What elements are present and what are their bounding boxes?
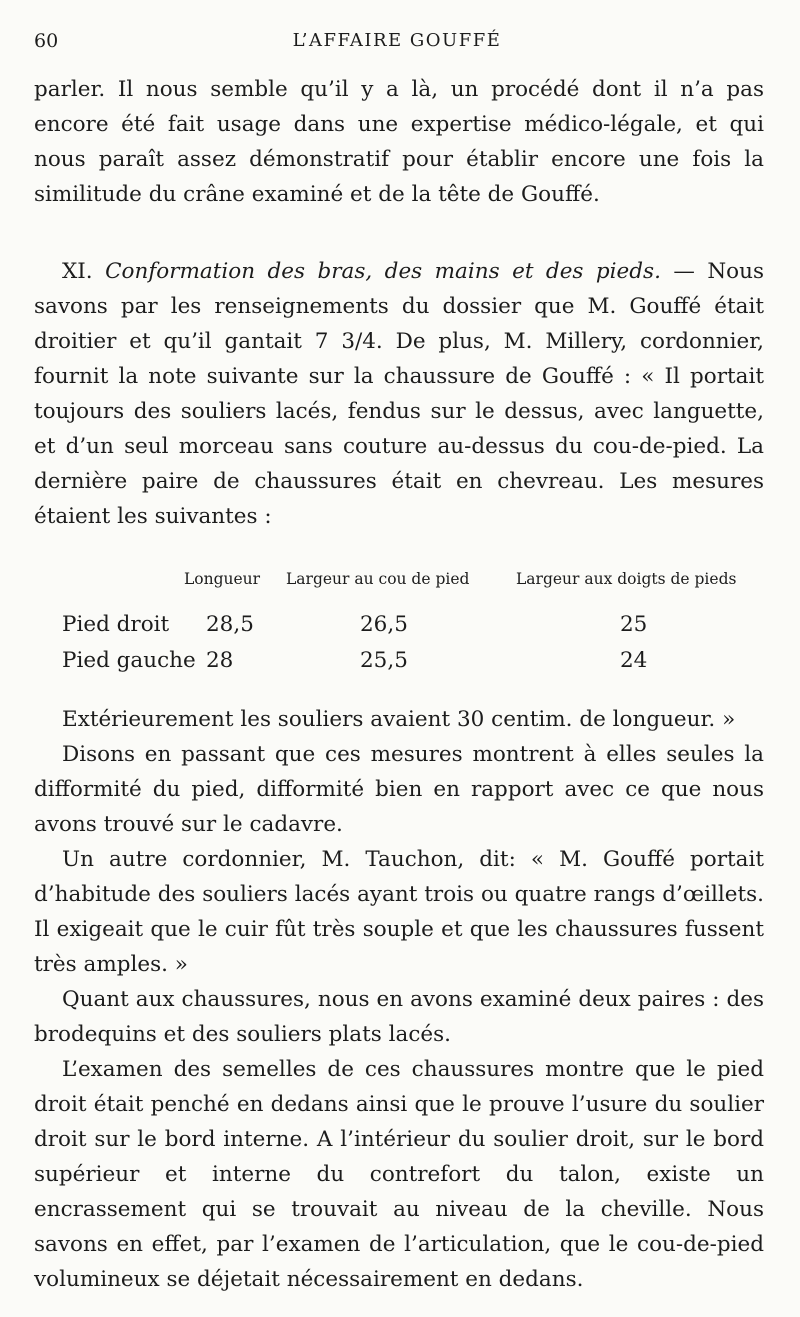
table-header-longueur: Longueur: [184, 570, 261, 588]
paragraph-chaussures: Quant aux chaussures, nous en avons examiné deux paires : des brodequins et des souliers plats lacés.: [34, 987, 764, 1047]
paragraph-examen: L’examen des semelles de ces chaussures montre que le pied droit était penché en dedans ainsi que le prouve l’usure du soulier droit sur le bord interne. A l’intérieur du soulier droit, sur le bord supérieur et interne du contrefort du talon, existe un encrassement qui se trouvait au niveau de la cheville. Nous savons en effet, par l’examen de l’articulation, que le cou-de-pied volumineux se déjetait nécessairement en dedans.: [34, 1057, 764, 1292]
section-number: XI.: [62, 259, 93, 284]
running-title: L’AFFAIRE GOUFFÉ: [292, 30, 502, 51]
table-cell: 28: [206, 648, 234, 673]
table-header-largeur-doigts: Largeur aux doigts de pieds: [516, 570, 737, 588]
section-heading: Conformation des bras, des mains et des pieds.: [105, 259, 661, 284]
table-row-label: Pied gauche: [62, 648, 196, 673]
paragraph-continuation: parler. Il nous semble qu’il y a là, un procédé dont il n’a pas encore été fait usage dans une expertise médico-légale, et qui nous paraît assez démonstratif pour établir encore une fois la similitude du crâne examiné et de la tête de Gouffé.: [34, 77, 764, 207]
table-header-largeur-cou: Largeur au cou de pied: [286, 570, 470, 588]
paragraph-exterieurement: Extérieurement les souliers avaient 30 centim. de longueur. »: [62, 707, 736, 732]
paragraph-intro-block: [34, 72, 764, 212]
paragraphs-lower-block: [34, 702, 764, 1297]
paragraph-section-xi-block: [34, 254, 764, 534]
page-number: 60: [34, 30, 59, 52]
page-header: [34, 30, 760, 56]
table-cell: 25,5: [360, 648, 408, 673]
section-xi-text: — Nous savons par les renseignements du dossier que M. Gouffé était droitier et qu’il gantait 7 3/4. De plus, M. Millery, cordonnier, fournit la note suivante sur la chaussure de Gouffé : « Il portait toujours des souliers lacés, fendus sur le dessus, avec languette, et d’un seul morceau sans couture au-dessus du cou-de-pied. La dernière paire de chaussures était en chevreau. Les mesures étaient les suivantes :: [34, 259, 764, 529]
table-cell: 28,5: [206, 612, 254, 637]
table-row-label: Pied droit: [62, 612, 170, 637]
paragraph-disons: Disons en passant que ces mesures montrent à elles seules la difformité du pied, difformité bien en rapport avec ce que nous avons trouvé sur le cadavre.: [34, 742, 764, 837]
table-cell: 25: [620, 612, 648, 637]
paragraph-section-xi: [34, 254, 764, 534]
table-cell: 24: [620, 648, 648, 673]
table-cell: 26,5: [360, 612, 408, 637]
paragraph-tauchon: Un autre cordonnier, M. Tauchon, dit: « M. Gouffé portait d’habitude des souliers lacés ayant trois ou quatre rangs d’œillets. Il exigeait que le cuir fût très souple et que les chaussures fussent très amples. »: [34, 847, 764, 977]
